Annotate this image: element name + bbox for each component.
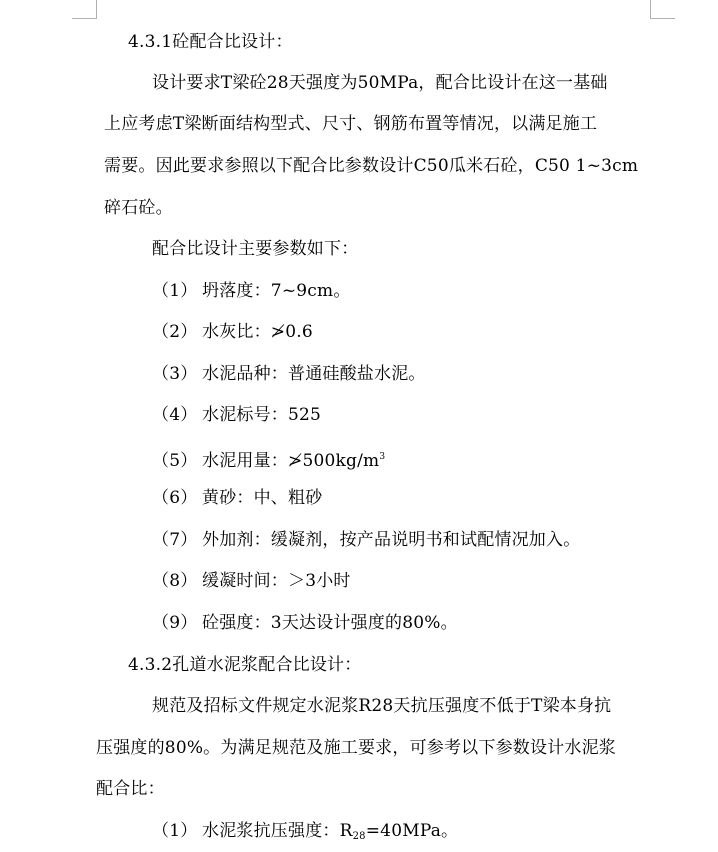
list-item-number: （5） xyxy=(152,451,198,471)
list-item-number: （1） xyxy=(152,821,198,841)
list-item-text: 水泥用量：≯500kg/m xyxy=(202,451,380,471)
subscript-28: 28 xyxy=(352,831,366,842)
grout-list-item xyxy=(152,820,458,848)
crop-mark-right-vertical xyxy=(650,0,651,18)
paragraph-1-line-2: 上应考虑T梁断面结构型式、尺寸、钢筋布置等情况，以满足施工 xyxy=(104,114,598,134)
list-item-text-after: =40MPa。 xyxy=(365,821,459,841)
paragraph-1-line-4: 碎石砼。 xyxy=(104,198,173,218)
list-item-number: （3） xyxy=(152,364,198,384)
paragraph-1-line-3: 需要。因此要求参照以下配合比参数设计C50瓜米石砼，C50 1~3cm xyxy=(104,156,639,176)
section-heading-4-3-2: 4.3.2孔道水泥浆配合比设计： xyxy=(128,655,362,675)
paragraph-2-line-1: 规范及招标文件规定水泥浆R28天抗压强度不低于T梁本身抗 xyxy=(152,696,612,716)
paragraph-2-line-2: 压强度的80%。为满足规范及施工要求，可参考以下参数设计水泥浆 xyxy=(96,738,616,758)
list-item-number: （1） xyxy=(152,281,198,301)
crop-mark-left-horizontal xyxy=(72,18,97,19)
list-item-text: 缓凝时间：＞3小时 xyxy=(202,571,351,591)
list-item-text: 水灰比：≯0.6 xyxy=(202,322,313,342)
list-item-number: （8） xyxy=(152,571,198,591)
list-item xyxy=(152,446,385,472)
list-item-text: 水泥品种：普通硅酸盐水泥。 xyxy=(202,364,426,384)
crop-mark-right-horizontal xyxy=(650,18,675,19)
list-item-text: 水泥标号：525 xyxy=(202,405,322,425)
list-item-number: （7） xyxy=(152,530,198,550)
list-item xyxy=(152,280,351,302)
list-item xyxy=(152,529,580,551)
paragraph-2-line-3: 配合比： xyxy=(96,779,165,799)
list-item-text: 外加剂：缓凝剂，按产品说明书和试配情况加入。 xyxy=(202,530,581,550)
list-item xyxy=(152,321,313,343)
list-item xyxy=(152,487,322,509)
list-item-text: 坍落度：7~9cm。 xyxy=(202,281,351,301)
list-item-text: 砼强度：3天达设计强度的80%。 xyxy=(202,613,458,633)
list-item xyxy=(152,570,351,592)
list-item-number: （6） xyxy=(152,488,198,508)
superscript-cubic: 3 xyxy=(379,452,386,462)
list-item-number: （9） xyxy=(152,613,198,633)
list-item xyxy=(152,363,426,385)
list-item-text-before: 水泥浆抗压强度：R xyxy=(202,821,353,841)
section-heading-4-3-1: 4.3.1砼配合比设计： xyxy=(128,32,293,52)
parameters-intro: 配合比设计主要参数如下： xyxy=(152,239,359,259)
list-item xyxy=(152,404,321,426)
paragraph-1-line-1: 设计要求T梁砼28天强度为50MPa，配合比设计在这一基础 xyxy=(152,73,608,93)
list-item xyxy=(152,612,458,634)
list-item-text: 黄砂：中、粗砂 xyxy=(202,488,323,508)
crop-mark-left-vertical xyxy=(96,0,97,18)
list-item-number: （2） xyxy=(152,322,198,342)
list-item-number: （4） xyxy=(152,405,198,425)
